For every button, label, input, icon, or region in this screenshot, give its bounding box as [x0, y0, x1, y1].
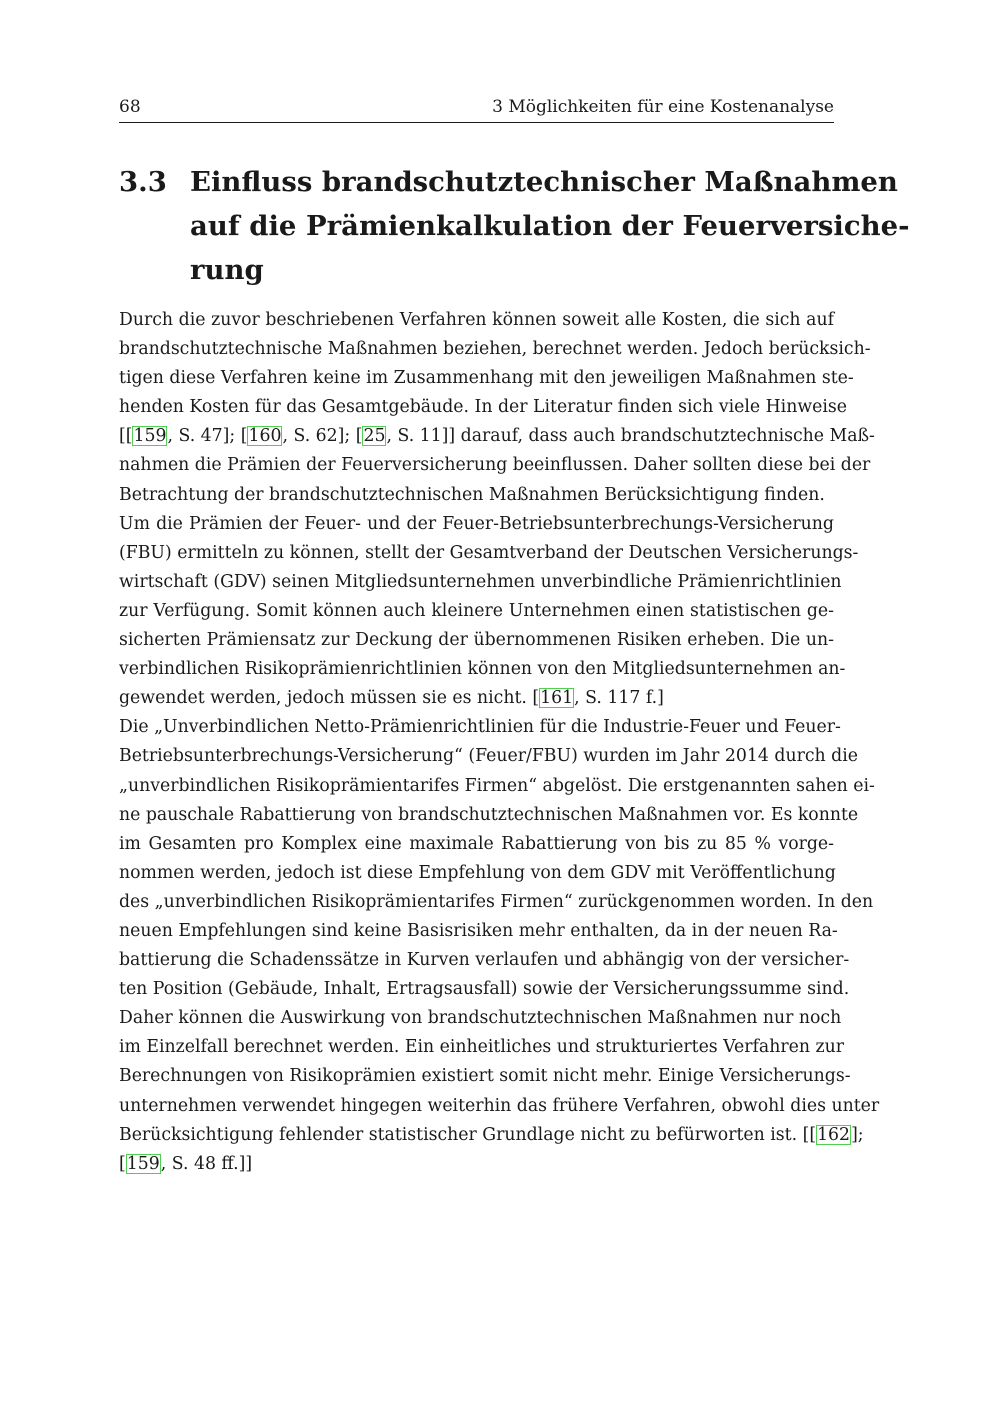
citation-link[interactable]: 25	[363, 426, 386, 447]
text-line: Berücksichtigung fehlender statistischer Grundlage nicht zu befürworten ist. [[162];	[119, 1124, 864, 1145]
text-line: [159, S. 48 ff.]]	[119, 1153, 253, 1174]
section-title	[190, 160, 910, 292]
citation-link[interactable]: 159	[133, 426, 167, 447]
text-line: Betriebsunterbrechungs-Versicherung“ (Feuer/FBU) wurden im Jahr 2014 durch die	[119, 746, 858, 767]
section-title-line: rung	[190, 254, 264, 286]
text-line: Berechnungen von Risikoprämien existiert somit nicht mehr. Einige Versicherungs-	[119, 1066, 851, 1087]
text-line: Betrachtung der brandschutztechnischen Maßnahmen Berücksichtigung finden.	[119, 484, 825, 505]
text-line: Daher können die Auswirkung von brandschutztechnischen Maßnahmen nur noch	[119, 1008, 842, 1029]
text-line: neuen Empfehlungen sind keine Basisrisiken mehr enthalten, da in der neuen Ra-	[119, 920, 838, 941]
text-line: ten Position (Gebäude, Inhalt, Ertragsausfall) sowie der Versicherungssumme sind.	[119, 979, 850, 1000]
section-number: 3.3	[119, 166, 167, 198]
citation-link[interactable]: 162	[817, 1124, 851, 1145]
section-heading	[119, 160, 910, 292]
text-line: brandschutztechnische Maßnahmen beziehen, berechnet werden. Jedoch berücksich-	[119, 339, 871, 360]
text-line: sicherten Prämiensatz zur Deckung der übernommenen Risiken erheben. Die un-	[119, 630, 834, 651]
running-head	[119, 94, 834, 123]
paragraph	[119, 510, 859, 714]
text-line: ne pauschale Rabattierung von brandschutztechnischen Maßnahmen vor. Es konnte	[119, 804, 859, 825]
text-line: battierung die Schadenssätze in Kurven verlaufen und abhängig von der versicher-	[119, 950, 850, 971]
chapter-title: 3 Möglichkeiten für eine Kostenanalyse	[492, 97, 834, 117]
paragraph	[119, 713, 880, 1179]
text-line: „unverbindlichen Risikoprämientarifes Firmen“ abgelöst. Die erstgenannten sahen ei-	[119, 775, 875, 796]
text-line: nahmen die Prämien der Feuerversicherung beeinflussen. Daher sollten diese bei der	[119, 455, 871, 476]
text-line: im Einzelfall berechnet werden. Ein einheitliches und strukturiertes Verfahren zur	[119, 1037, 844, 1058]
text-line: verbindlichen Risikoprämienrichtlinien können von den Mitgliedsunternehmen an-	[119, 659, 846, 680]
body-text	[119, 306, 880, 1179]
text-line: zur Verfügung. Somit können auch kleinere Unternehmen einen statistischen ge-	[119, 600, 834, 621]
text-line: tigen diese Verfahren keine im Zusammenhang mit den jeweiligen Maßnahmen ste-	[119, 368, 854, 389]
citation-link[interactable]: 160	[248, 426, 282, 447]
text-line: Durch die zuvor beschriebenen Verfahren können soweit alle Kosten, die sich auf	[119, 310, 834, 330]
text-line: gewendet werden, jedoch müssen sie es nicht. [161, S. 117 f.]	[119, 688, 664, 709]
section-title-line: auf die Prämienkalkulation der Feuerversiche-	[190, 210, 910, 242]
citation-link[interactable]: 161	[540, 688, 574, 709]
text-line: (FBU) ermitteln zu können, stellt der Gesamtverband der Deutschen Versicherungs-	[119, 542, 859, 563]
text-line: Die „Unverbindlichen Netto-Prämienrichtlinien für die Industrie-Feuer und Feuer-	[119, 717, 841, 738]
page-number: 68	[119, 97, 141, 117]
text-line: wirtschaft (GDV) seinen Mitgliedsunternehmen unverbindliche Prämienrichtlinien	[119, 571, 842, 592]
text-line: Um die Prämien der Feuer- und der Feuer-Betriebsunterbrechungs-Versicherung	[119, 513, 834, 534]
text-line: des „unverbindlichen Risikoprämientarifes Firmen“ zurückgenommen worden. In den	[119, 891, 874, 912]
citation-link[interactable]: 159	[126, 1153, 160, 1174]
text-line: [[159, S. 47]; [160, S. 62]; [25, S. 11]] darauf, dass auch brandschutztechnische Maß-	[119, 426, 875, 447]
paragraph	[119, 306, 875, 510]
text-line: henden Kosten für das Gesamtgebäude. In der Literatur finden sich viele Hinweise	[119, 397, 847, 418]
text-line: unternehmen verwendet hingegen weiterhin das frühere Verfahren, obwohl dies unter	[119, 1095, 880, 1116]
text-line: nommen werden, jedoch ist diese Empfehlung von dem GDV mit Veröffentlichung	[119, 862, 836, 883]
section-title-line: Einfluss brandschutztechnischer Maßnahmen	[190, 166, 898, 198]
text-line: im Gesamten pro Komplex eine maximale Rabattierung von bis zu 85 % vorge-	[119, 833, 834, 854]
